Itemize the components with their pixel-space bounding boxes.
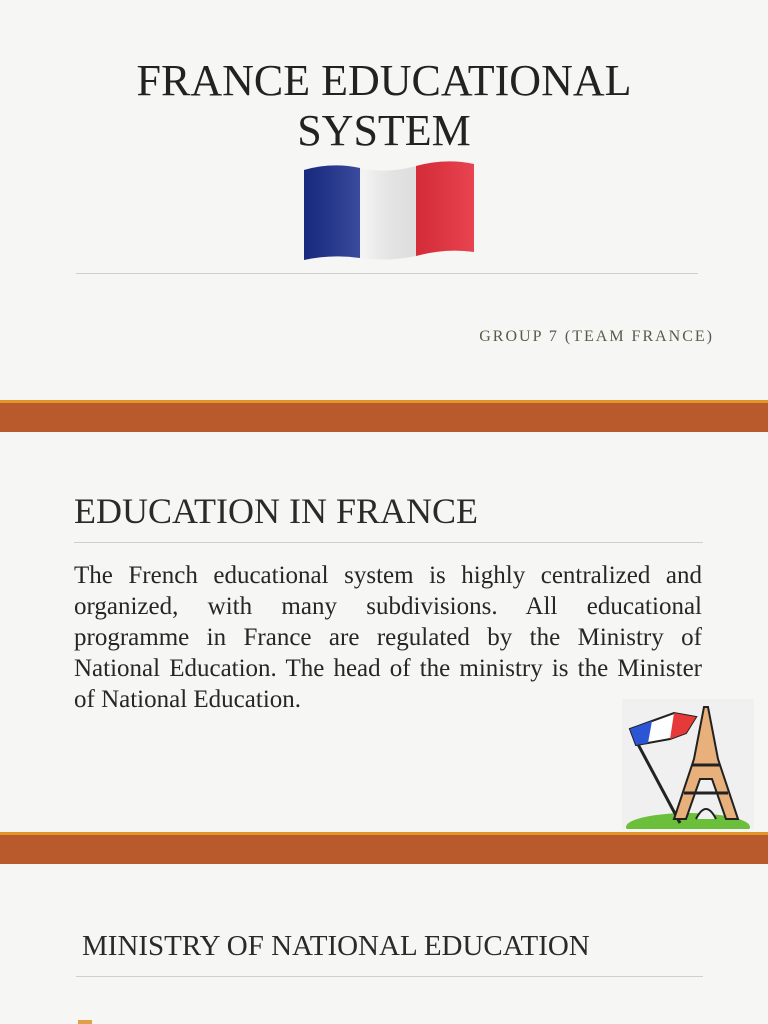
title-divider <box>76 273 698 274</box>
heading-divider <box>74 542 703 543</box>
slide-title: FRANCE EDUCATIONAL SYSTEM <box>136 56 632 155</box>
slide-subtitle: GROUP 7 (TEAM FRANCE) <box>479 328 714 345</box>
slide-separator <box>0 400 768 432</box>
france-flag-icon <box>302 160 476 262</box>
eiffel-tower-flag-icon <box>622 699 754 829</box>
title-slide <box>0 0 768 400</box>
heading-divider <box>76 976 703 977</box>
slide-heading: MINISTRY OF NATIONAL EDUCATION <box>82 930 590 962</box>
slide-separator <box>0 832 768 864</box>
ministry-slide <box>0 864 768 1024</box>
slide-body-text: The French educational system is highly centralized and organized, with many subdivisions. All educational programme in France are regulated by the Ministry of National Education. The head of the ministry is the Minister of National Education. <box>74 562 702 713</box>
slide-heading: EDUCATION IN FRANCE <box>74 491 478 531</box>
square-bullet-icon <box>78 1020 92 1024</box>
education-slide <box>0 432 768 832</box>
